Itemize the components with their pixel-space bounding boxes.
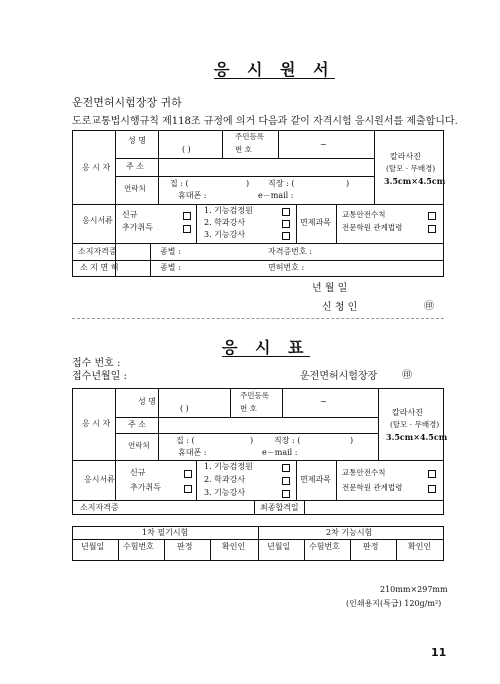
name-field[interactable]: ( )	[182, 145, 191, 154]
ticket-opt3-checkbox[interactable]	[282, 490, 290, 498]
paper-spec: (인쇄용지(특급) 120g/m²)	[346, 599, 442, 608]
applicant-sign: 신 청 인	[322, 302, 358, 313]
ticket-form-table	[72, 388, 444, 515]
email-field[interactable]: e－mail :	[258, 191, 294, 200]
cert-no-field[interactable]: 자격증번호 :	[268, 247, 312, 256]
exam-category-label: 응시서류	[82, 216, 113, 225]
ticket-title: 응 시 표	[222, 338, 310, 357]
ticket-home-field[interactable]: 집 : (	[176, 436, 195, 445]
ticket-opt2-checkbox[interactable]	[282, 477, 290, 485]
opt2-checkbox[interactable]	[282, 220, 290, 228]
first-exam-header: 1차 필기시험	[142, 528, 189, 537]
col-header: 확인인	[408, 542, 432, 551]
rrn-field[interactable]: ~	[320, 140, 327, 149]
col-header: 년월일	[81, 542, 105, 551]
mobile-field[interactable]: 휴대폰 :	[178, 191, 207, 200]
new-checkbox[interactable]	[183, 212, 191, 220]
second-exam-header: 2차 기능시험	[326, 528, 373, 537]
license-label: 소지자격증	[78, 247, 117, 256]
ticket-license-label: 소지자격증	[80, 503, 119, 512]
contact-label: 연락처	[124, 184, 146, 193]
ticket-add-checkbox[interactable]	[184, 485, 192, 493]
col-header: 년월일	[267, 542, 291, 551]
paper-size: 210mm×297mm	[380, 585, 448, 594]
issuer-seal: ㊞	[402, 370, 412, 381]
seal: ㊞	[424, 301, 434, 312]
ticket-applicant-label: 응 시 자	[82, 419, 111, 428]
cut-line	[72, 318, 444, 319]
ticket-opt1-checkbox[interactable]	[282, 464, 290, 472]
receipt-no: 접수 번호 :	[72, 358, 121, 369]
page-number: 11	[431, 646, 447, 659]
photo-label: 칼라사진	[390, 152, 421, 161]
col-header: 판정	[363, 542, 379, 551]
application-title: 응 시 원 서	[214, 60, 335, 79]
driver-license-label: 소 지 면 허	[80, 263, 119, 272]
exempt1-checkbox[interactable]	[428, 212, 436, 220]
addressee: 운전면허시험장장 귀하	[72, 96, 182, 109]
statement: 도로교통법시행규칙 제118조 규정에 의거 다음과 같이 자격시험 응시원서를 제출합니다.	[72, 116, 458, 127]
add-checkbox[interactable]	[183, 225, 191, 233]
issuer: 운전면허시험장장	[300, 371, 378, 382]
rrn-label: 주민등록	[235, 132, 264, 141]
ticket-exempt1-checkbox[interactable]	[428, 470, 436, 478]
col-header: 수험번호	[123, 542, 154, 551]
final-pass-label: 최종합격일	[260, 503, 299, 512]
ticket-new-checkbox[interactable]	[184, 470, 192, 478]
receipt-date: 접수년월일 :	[72, 371, 127, 382]
applicant-label: 응 시 자	[82, 163, 111, 172]
address-label: 주 소	[126, 162, 144, 171]
col-header: 확인인	[222, 542, 246, 551]
work-phone-field[interactable]: 직장 : (	[268, 179, 295, 188]
ticket-exempt2-checkbox[interactable]	[428, 485, 436, 493]
exempt2-checkbox[interactable]	[428, 225, 436, 233]
ticket-work-field[interactable]: 직장 : (	[274, 436, 301, 445]
ticket-email-field[interactable]: e－mail :	[262, 448, 298, 457]
exempt-label: 면제과목	[300, 218, 331, 227]
col-header: 수험번호	[309, 542, 340, 551]
col-header: 판정	[177, 542, 193, 551]
ticket-rrn-field[interactable]: ~	[320, 397, 327, 406]
license-no-field[interactable]: 면허번호 :	[268, 263, 305, 272]
opt1-checkbox[interactable]	[282, 208, 290, 216]
date-line: 년 월 일	[312, 283, 348, 294]
name-label: 성 명	[128, 136, 146, 145]
ticket-name-field[interactable]: ( )	[180, 404, 189, 413]
ticket-name-label: 성 명	[138, 397, 156, 406]
opt3-checkbox[interactable]	[282, 232, 290, 240]
home-phone-field[interactable]: 집 : (	[170, 179, 189, 188]
ticket-mobile-field[interactable]: 휴대폰 :	[178, 448, 207, 457]
